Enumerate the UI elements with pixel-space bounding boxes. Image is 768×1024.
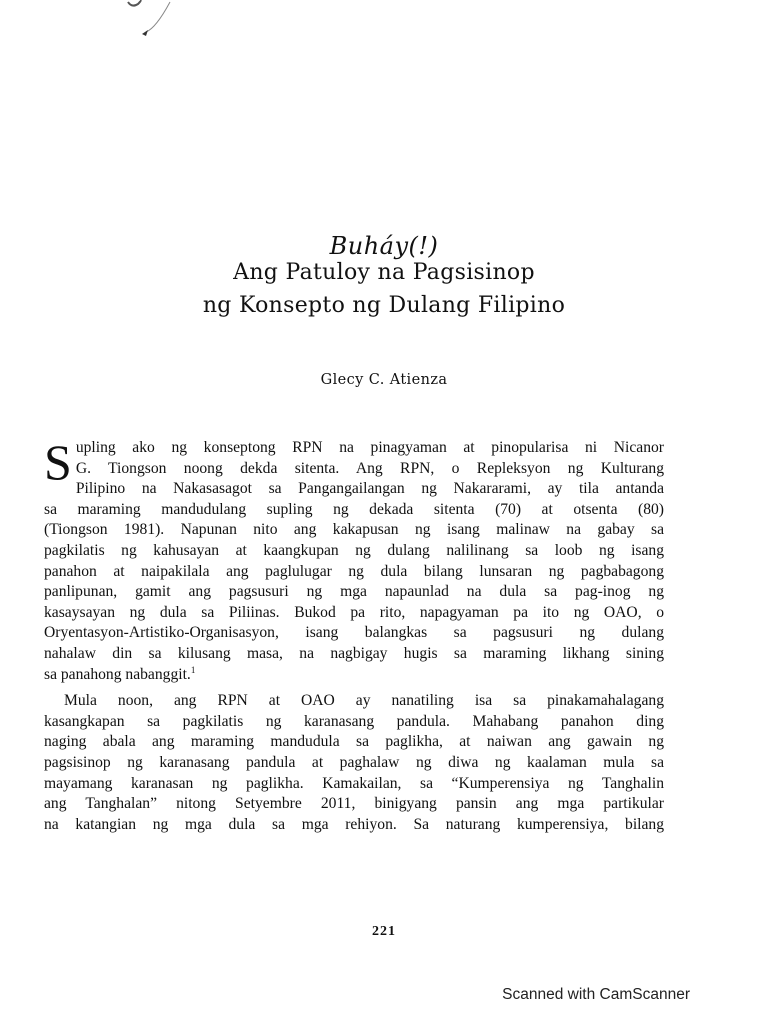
footnote-marker[interactable]: 1 [190, 664, 196, 675]
text-line: (Tiongson 1981). Napunan nito ang kakapusan ng isang malinaw na gabay sa [44, 521, 664, 539]
text-line: naging abala ang maraming mandudula sa paglikha, at naiwan ang gawain ng [44, 733, 664, 751]
text-line: pagsisinop ng karanasang pandula at paghalaw ng diwa ng kaalaman mula sa [44, 753, 664, 771]
text-line: Pilipino na Nakasasagot sa Pangangailangan ng Nakararami, ay tila antanda [75, 480, 664, 498]
article-italic-title: Buháy(!) [329, 232, 439, 260]
text-line: Mula noon, ang RPN at OAO ay nanatiling isa sa pinakamahalagang [64, 692, 664, 710]
article-body [44, 434, 664, 835]
text-line: upling ako ng konseptong RPN na pinagyaman at pinopularisa ni Nicanor [75, 439, 664, 456]
corner-scribble-mark [118, 0, 178, 40]
text-line: na katangian ng mga dula sa mga rehiyon. Sa naturang kumperensiya, bilang [44, 815, 664, 833]
text-line-content: sa panahong nabanggit. [44, 665, 191, 683]
text-line: nahalaw din sa kilusang masa, na nagbigay hugis sa maraming likhang sining [44, 644, 664, 662]
text-line: sa maraming mandudulang supling ng dekada sitenta (70) at otsenta (80) [44, 500, 664, 518]
text-line: kasaysayan ng dula sa Piliinas. Bukod pa rito, napagyaman pa ito ng OAO, o [44, 603, 664, 621]
text-line: Oryentasyon-Artistiko-Organisasyon, isang balangkas sa pagsusuri ng dulang [44, 624, 664, 642]
text-line: panahon at naipakilala ang paglulugar ng dula bilang lunsaran ng pagbabagong [44, 562, 664, 580]
text-line: pagkilatis ng kahusayan at kaangkupan ng dulang nalilinang sa loob ng isang [44, 541, 664, 559]
scanner-watermark: Scanned with CamScanner [502, 986, 690, 1003]
author-name: Glecy C. Atienza [320, 372, 448, 388]
drop-cap: S [44, 434, 72, 490]
article-title-line-1: Ang Patuloy na Pagsisinop [233, 260, 535, 285]
paragraph-2 [44, 691, 664, 835]
text-line: kasangkapan sa pagkilatis ng karanasang pandula. Mahabang panahon ding [44, 712, 664, 730]
text-line: ang Tanghalan” nitong Setyembre 2011, binigyang pansin ang mga partikular [44, 795, 664, 813]
text-line: mayamang karanasan ng paglikha. Kamakailan, sa “Kumperensiya ng Tanghalin [44, 774, 664, 792]
text-line: panlipunan, gamit ang pagsusuri ng mga napaunlad na dula sa pag-inog ng [44, 583, 664, 601]
article-title-line-2: ng Konsepto ng Dulang Filipino [202, 293, 566, 318]
text-line: G. Tiongson noong dekda sitenta. Ang RPN, o Repleksyon ng Kulturang [75, 459, 664, 477]
page-number: 221 [372, 924, 396, 939]
paragraph-1 [44, 434, 664, 685]
text-line [44, 665, 664, 686]
